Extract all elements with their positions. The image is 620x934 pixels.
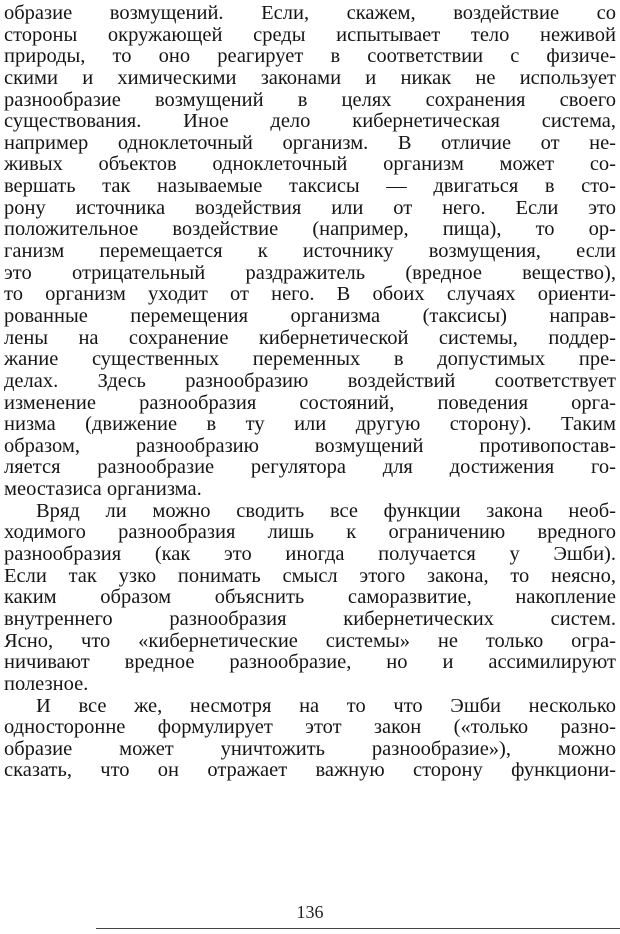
text-line: односторонне формулирует этот закон («только разно- xyxy=(4,716,616,739)
text-line: разнообразие возмущений в целях сохранения своего xyxy=(4,88,616,111)
text-line: меостазиса организма. xyxy=(4,478,202,501)
text-line: делах. Здесь разнообразию воздействий соответствует xyxy=(4,369,616,392)
text-line: ничивают вредное разнообразие, но и ассимилируют xyxy=(4,651,616,674)
text-line: положительное воздействие (например, пища), то ор- xyxy=(4,218,616,241)
text-line: рону источника воздействия или от него. Если это xyxy=(4,196,616,219)
bottom-rule xyxy=(96,928,620,929)
text-line: И все же, несмотря на то что Эшби несколько xyxy=(36,694,616,717)
text-line: например одноклеточный организм. В отличие от не- xyxy=(4,131,616,154)
text-line: существования. Иное дело кибернетическая система, xyxy=(4,110,616,133)
page-text xyxy=(4,3,616,782)
text-line: сказать, что он отражает важную сторону функциони- xyxy=(4,759,616,782)
text-line: стороны окружающей среды испытывает тело неживой xyxy=(4,23,616,46)
text-line: изменение разнообразия состояний, поведения орга- xyxy=(4,391,616,414)
text-line: Если так узко понимать смысл этого закона, то неясно, xyxy=(4,564,616,587)
text-line: природы, то оно реагирует в соответствии с физиче- xyxy=(4,45,616,68)
text-line: Ясно, что «кибернетические системы» не только огра- xyxy=(4,629,616,652)
text-line: это отрицательный раздражитель (вредное вещество), xyxy=(4,261,616,284)
text-line: Вряд ли можно сводить все функции закона необ- xyxy=(36,499,616,522)
text-line: полезное. xyxy=(4,672,89,695)
text-line: внутреннего разнообразия кибернетических систем. xyxy=(4,607,616,630)
text-line: ляется разнообразие регулятора для достижения го- xyxy=(4,456,616,479)
text-line: каким образом объяснить саморазвитие, накопление xyxy=(4,586,616,609)
text-line: ходимого разнообразия лишь к ограничению вредного xyxy=(4,521,616,544)
text-line: живых объектов одноклеточный организм может со- xyxy=(4,153,616,176)
text-line: образие может уничтожить разнообразие»), можно xyxy=(4,737,616,760)
text-line: образие возмущений. Если, скажем, воздействие со xyxy=(4,2,616,24)
text-line: скими и химическими законами и никак не использует xyxy=(4,66,616,89)
text-line: то организм уходит от него. В обоих случаях ориенти- xyxy=(4,283,616,306)
text-line: образом, разнообразию возмущений противопостав- xyxy=(4,434,616,457)
text-line: лены на сохранение кибернетической системы, поддер- xyxy=(4,326,616,349)
text-line: низма (движение в ту или другую сторону). Таким xyxy=(4,413,616,436)
page-number: 136 xyxy=(296,902,324,922)
text-line: вершать так называемые таксисы — двигаться в сто- xyxy=(4,175,616,198)
text-line: разнообразия (как это иногда получается у Эшби). xyxy=(4,543,616,566)
text-line: ганизм перемещается к источнику возмущения, если xyxy=(4,240,616,263)
text-line: рованные перемещения организма (таксисы) направ- xyxy=(4,304,616,327)
text-line: жание существенных переменных в допустимых пре- xyxy=(4,348,616,371)
